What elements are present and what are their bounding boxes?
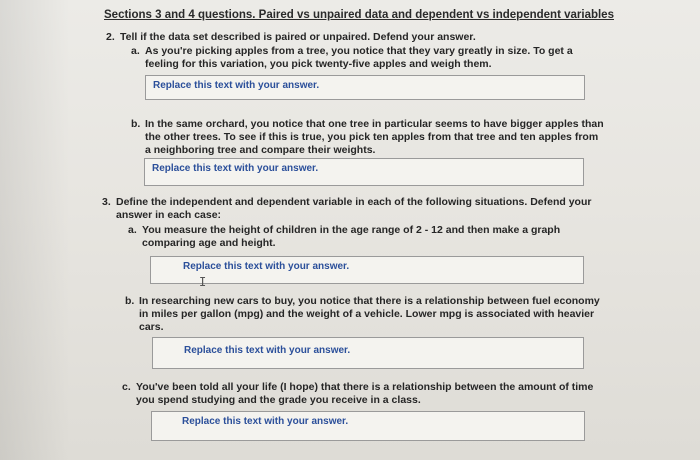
subquestion-letter: a. — [131, 45, 140, 57]
subquestion-letter: a. — [128, 224, 137, 236]
subquestion-line: you spend studying and the grade you receive in a class. — [136, 394, 421, 406]
subquestion-line: a neighboring tree and compare their weights. — [145, 144, 376, 156]
subquestion-line: the other trees. To see if this is true, you pick ten apples from that tree and ten apples from — [145, 131, 599, 143]
subquestion-line: As you're picking apples from a tree, you notice that they vary greatly in size. To get a — [145, 45, 573, 57]
subquestion-line: comparing age and height. — [142, 237, 276, 249]
question-number: 3. — [102, 196, 111, 208]
answer-field-3b[interactable] — [152, 337, 584, 369]
subquestion-line: In the same orchard, you notice that one tree in particular seems to have bigger apples than — [145, 118, 604, 130]
subquestion-line: You measure the height of children in the age range of 2 - 12 and then make a graph — [142, 224, 561, 236]
answer-placeholder: Replace this text with your answer. — [152, 163, 319, 174]
answer-field-3a[interactable] — [150, 256, 584, 284]
question-text: Tell if the data set described is paired or unpaired. Defend your answer. — [120, 31, 476, 43]
answer-field-3c[interactable] — [151, 411, 585, 441]
question-2 — [106, 31, 476, 44]
question-3a — [128, 224, 561, 250]
question-3b — [125, 295, 600, 334]
page-title: Sections 3 and 4 questions. Paired vs unpaired data and dependent vs independent variables — [104, 9, 614, 21]
answer-placeholder: Replace this text with your answer. — [182, 416, 349, 427]
subquestion-line: in miles per gallon (mpg) and the weight of a vehicle. Lower mpg is associated with heavier — [139, 308, 595, 320]
answer-placeholder: Replace this text with your answer. — [184, 345, 351, 356]
text-cursor-icon: I — [199, 275, 207, 289]
subquestion-line: feeling for this variation, you pick twenty-five apples and weigh them. — [145, 58, 492, 70]
subquestion-line: You've been told all your life (I hope) that there is a relationship between the amount of time — [136, 381, 594, 393]
answer-placeholder: Replace this text with your answer. — [183, 261, 350, 272]
subquestion-letter: b. — [131, 118, 141, 130]
question-3 — [102, 196, 591, 222]
answer-placeholder: Replace this text with your answer. — [153, 80, 320, 91]
question-text: answer in each case: — [116, 209, 222, 221]
answer-field-2a[interactable] — [145, 75, 585, 100]
question-number: 2. — [106, 31, 115, 43]
question-3c — [122, 381, 594, 407]
subquestion-letter: c. — [122, 381, 131, 393]
subquestion-line: In researching new cars to buy, you notice that there is a relationship between fuel economy — [139, 295, 600, 307]
question-text: Define the independent and dependent variable in each of the following situations. Defend your — [116, 196, 592, 208]
subquestion-letter: b. — [125, 295, 135, 307]
question-2b — [131, 118, 604, 157]
page-shadow — [0, 0, 70, 460]
subquestion-line: cars. — [139, 321, 164, 333]
question-2a — [131, 45, 573, 71]
answer-field-2b[interactable] — [144, 158, 584, 186]
